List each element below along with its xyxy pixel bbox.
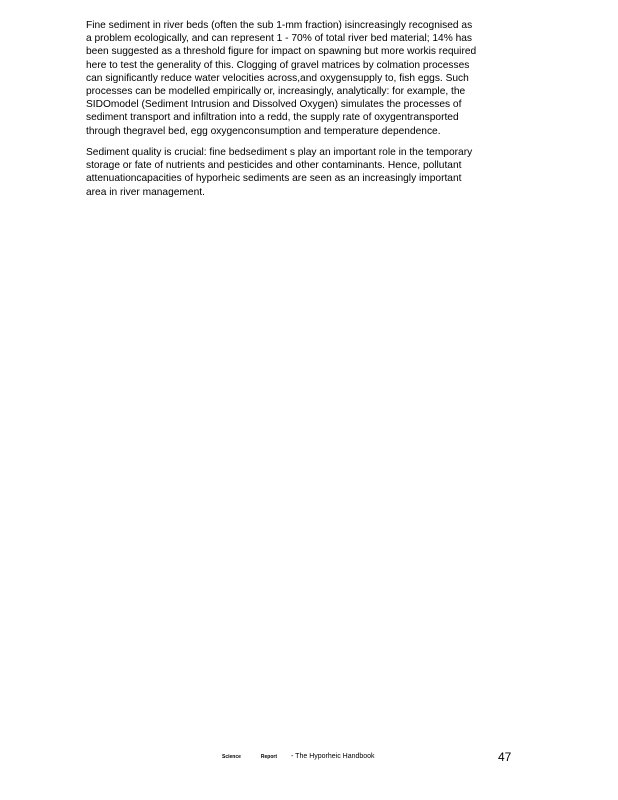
footer-small-word: Report [260,754,278,760]
paragraph-sediment-quality [86,146,518,199]
text-line: Sediment quality is crucial: fine bedsediment s play an important role in the temporary [86,147,473,158]
text-line: sediment transport and infiltration into a redd, the supply rate of oxygentransported [86,112,459,124]
paragraph-fine-sediment [86,19,518,138]
text-line: processes can be modelled empirically or, increasingly, analytically: for example, the [86,86,466,98]
text-line: SIDOmodel (Sediment Intrusion and Dissolved Oxygen) simulates the processes of [86,99,462,111]
page-number: 47 [498,750,512,764]
text-line: area in river management. [86,186,205,198]
text-line: here to test the generality of this. Clogging of gravel matrices by colmation processes [86,59,470,71]
text-line: a problem ecologically, and can represent 1 - 70% of total river bed material; 14% has [86,33,473,45]
page-footer [0,750,618,766]
text-line: storage or fate of nutrients and pesticides and other contaminants. Hence, pollutant [86,160,462,172]
text-line: can significantly reduce water velocities across,and oxygensupply to, fish eggs. Such [86,72,469,84]
text-line: attenuationcapacities of hyporheic sediments are seen as an increasingly important [86,173,462,185]
footer-title-group [222,753,375,760]
text-line: through thegravel bed, egg oxygenconsumption and temperature dependence. [86,125,441,137]
text-line: been suggested as a threshold figure for impact on spawning but more workis required [86,46,477,58]
footer-title: - The Hyporheic Handbook [291,753,375,760]
text-line: Fine sediment in river beds (often the sub 1-mm fraction) isincreasingly recognised as [86,20,473,31]
footer-small-word: Science [222,754,241,760]
